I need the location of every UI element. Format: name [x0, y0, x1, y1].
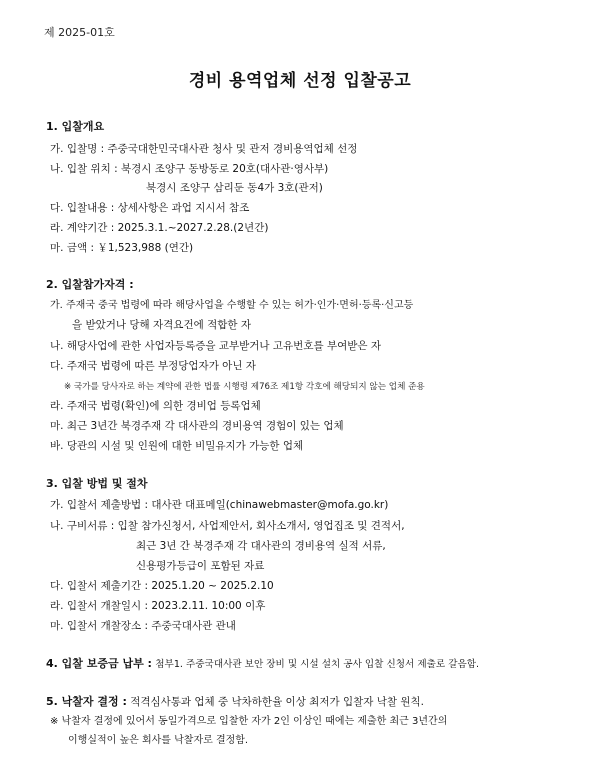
page-title: 경비 용역업체 선정 입찰공고	[188, 71, 412, 91]
section5-note-2: 이행실적이 높은 회사를 낙찰자로 결정함.	[68, 735, 249, 746]
section4-text: 첨부1. 주중국대사관 보안 장비 및 시설 설치 공사 입찰 신청서 제출로 갈음함.	[155, 659, 480, 670]
section2-note: ※ 국가를 당사자로 하는 계약에 관한 법률 시행령 제76조 제1항 각호에 해당되지 않는 업체 준용	[64, 382, 425, 392]
section2-item-ba: 바. 당관의 시설 및 인원에 대한 비밀유지가 가능한 업체	[50, 440, 304, 452]
section3-item-opening-date: 라. 입찰서 개찰일시 : 2023.2.11. 10:00 이후	[50, 600, 266, 612]
doc-number: 제 2025-01호	[44, 26, 115, 39]
section2-item-ra: 라. 주재국 법령(확인)에 의한 경비업 등록업체	[50, 400, 261, 412]
section3-item-opening-place: 마. 입찰서 개찰장소 : 주중국대사관 관내	[50, 620, 236, 632]
section3-item-submit-method: 가. 입찰서 제출방법 : 대사관 대표메일(chinawebmaster@mofa.go.kr)	[50, 499, 389, 511]
section2-item-ma: 마. 최근 3년간 북경주재 각 대사관의 경비용역 경험이 있는 업체	[50, 420, 344, 432]
section2-item-ga: 가. 주재국 중국 법령에 따라 해당사업을 수행할 수 있는 허가·인가·면허·등록·신고등	[50, 300, 414, 311]
section2-item-na: 나. 해당사업에 관한 사업자등록증을 교부받거나 고유번호를 부여받은 자	[50, 340, 381, 352]
section4-heading: 4. 입찰 보증금 납부 :	[46, 657, 152, 670]
section5-heading: 5. 낙찰자 결정 :	[46, 695, 127, 708]
section2-item-ga-cont: 을 받았거나 당해 자격요건에 적합한 자	[72, 319, 251, 331]
section2-item-da: 다. 주재국 법령에 따른 부정당업자가 아닌 자	[50, 360, 256, 372]
section1-item-amount: 마. 금액 : ￥1,523,988 (연간)	[50, 242, 194, 254]
section3-item-submit-period: 다. 입찰서 제출기간 : 2025.1.20 ~ 2025.2.10	[50, 580, 274, 592]
section5-text: 적격심사통과 업체 중 낙차하한율 이상 최저가 입찰자 낙찰 원칙.	[130, 696, 424, 708]
section3-heading: 3. 입찰 방법 및 절차	[46, 477, 148, 490]
section1-item-period: 라. 계약기간 : 2025.3.1.~2027.2.28.(2년간)	[50, 222, 269, 234]
section1-item-content: 다. 입찰내용 : 상세사항은 과업 지시서 참조	[50, 202, 250, 214]
section3-item-documents-2: 최근 3년 간 북경주재 각 대사관의 경비용역 실적 서류,	[136, 540, 386, 552]
section5-note-1: ※ 낙찰자 결정에 있어서 동일가격으로 입찰한 자가 2인 이상인 때에는 제출한 최근 3년간의	[50, 716, 448, 727]
section1-heading: 1. 입찰개요	[46, 120, 105, 133]
section3-item-documents-3: 신용평가등급이 포함된 자료	[136, 560, 265, 572]
section2-heading: 2. 입찰참가자격 :	[46, 278, 134, 291]
section5	[46, 695, 424, 709]
section4	[46, 657, 479, 672]
section3-item-documents: 나. 구비서류 : 입찰 참가신청서, 사업제안서, 회사소개서, 영업집조 및 견적서,	[50, 520, 405, 532]
section1-item-name: 가. 입찰명 : 주중국대한민국대사관 청사 및 관저 경비용역업체 선정	[50, 143, 358, 155]
section1-item-location: 나. 입찰 위치 : 북경시 조양구 동방동로 20호(대사관·영사부)	[50, 163, 329, 175]
section1-item-location-2: 북경시 조양구 삼리둔 동4가 3호(관저)	[146, 182, 323, 194]
